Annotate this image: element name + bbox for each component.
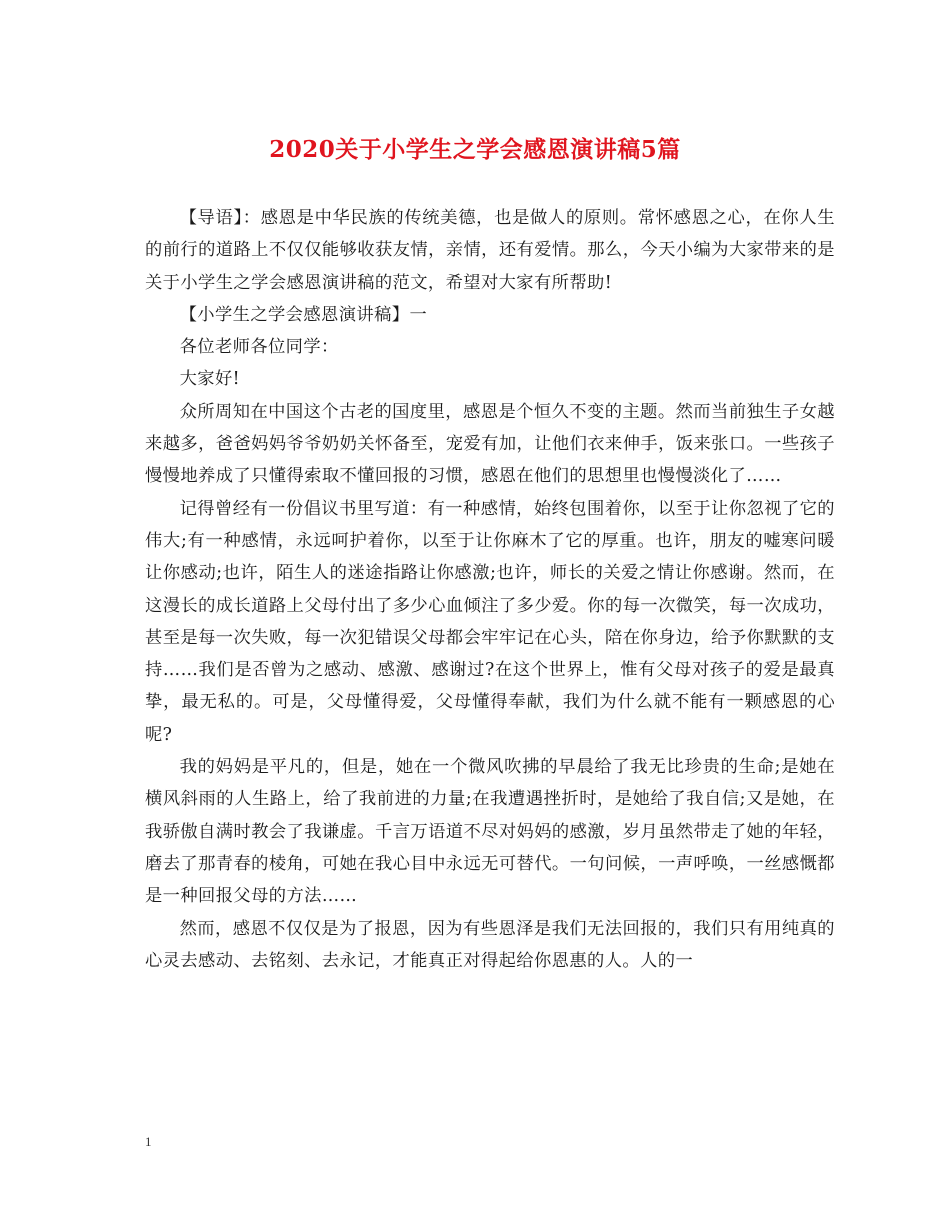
paragraph-intro: 【导语】：感恩是中华民族的传统美德，也是做人的原则。常怀感恩之心，在你人生的前行的道路上不仅仅能够收获友情，亲情，还有爱情。那么，今天小编为大家带来的是关于小学生之学会感恩演讲稿的范文，希望对大家有所帮助! <box>145 208 835 293</box>
paragraph-salutation: 各位老师各位同学： <box>179 337 339 358</box>
page-number: 1 <box>145 1134 152 1149</box>
paragraph-body-4: 然而，感恩不仅仅是为了报恩，因为有些恩泽是我们无法回报的，我们只有用纯真的心灵去感动、去铭刻、去永记，才能真正对得起给你恩惠的人。人的一 <box>145 918 835 971</box>
document-title: 2020关于小学生之学会感恩演讲稿5篇 <box>269 136 681 163</box>
paragraph-greeting: 大家好! <box>179 369 240 390</box>
paragraph-body-3: 我的妈妈是平凡的，但是，她在一个微风吹拂的早晨给了我无比珍贵的生命;是她在横风斜雨的人生路上，给了我前进的力量;在我遭遇挫折时，是她给了我自信;又是她，在我骄傲自满时教会了我谦虚。千言万语道不尽对妈妈的感激，岁月虽然带走了她的年轻，磨去了那青春的棱角，可她在我心目中永远无可替代。一句问候，一声呼唤，一丝感慨都是一种回报父母的方法…… <box>145 757 835 907</box>
paragraph-body-1: 众所周知在中国这个古老的国度里，感恩是个恒久不变的主题。然而当前独生子女越来越多，爸爸妈妈爷爷奶奶关怀备至，宠爱有加，让他们衣来伸手，饭来张口。一些孩子慢慢地养成了只懂得索取不懂回报的习惯，感恩在他们的思想里也慢慢淡化了…… <box>145 401 835 487</box>
paragraph-body-2: 记得曾经有一份倡议书里写道：有一种感情，始终包围着你，以至于让你忽视了它的伟大;有一种感情，永远呵护着你，以至于让你麻木了它的厚重。也许，朋友的嘘寒问暖让你感动;也许，陌生人的迷途指路让你感激;也许，师长的关爱之情让你感谢。然而，在这漫长的成长道路上父母付出了多少心血倾注了多少爱。你的每一次微笑，每一次成功，甚至是每一次失败，每一次犯错误父母都会牢牢记在心头，陪在你身边，给予你默默的支持……我们是否曾为之感动、感激、感谢过?在这个世界上，惟有父母对孩子的爱是最真挚，最无私的。可是，父母懂得爱，父母懂得奉献，我们为什么就不能有一颗感恩的心呢? <box>145 498 835 745</box>
paragraph-section-heading: 【小学生之学会感恩演讲稿】一 <box>179 304 428 325</box>
document-body <box>145 202 835 977</box>
